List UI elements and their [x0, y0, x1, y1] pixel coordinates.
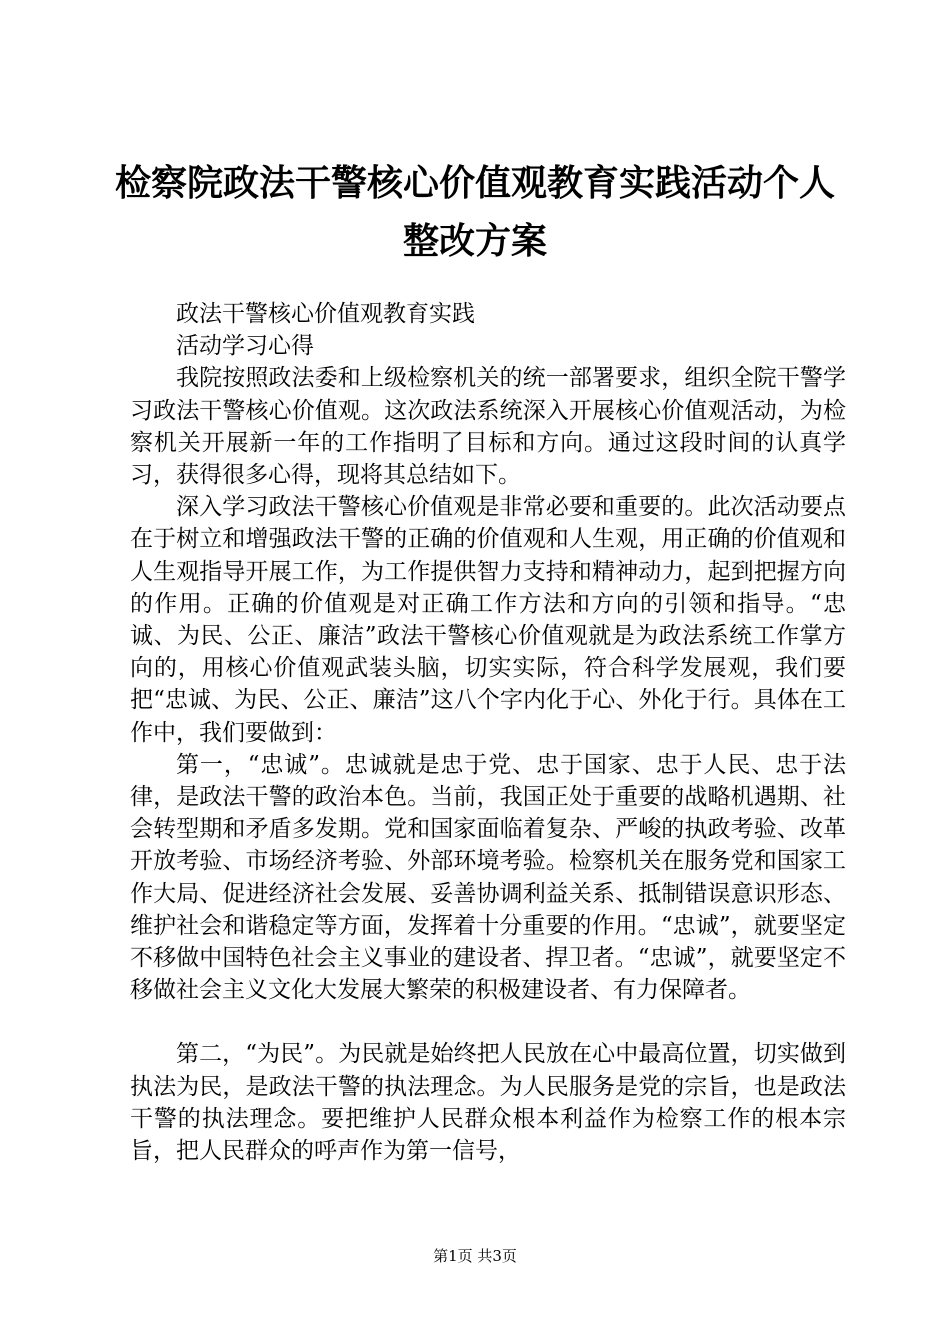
- paragraph-intro: 我院按照政法委和上级检察机关的统一部署要求，组织全院干警学习政法干警核心价值观。这次政法系统深入开展核心价值观活动，为检察机关开展新一年的工作指明了目标和方向。通过这段时间的认真学习，获得很多心得，现将其总结如下。: [130, 365, 846, 489]
- document-title-line-2: 整改方案: [402, 221, 547, 262]
- paragraph-for-people: 第二，“为民”。为民就是始终把人民放在心中最高位置，切实做到执法为民，是政法干警的执法理念。为人民服务是党的宗旨，也是政法干警的执法理念。要把维护人民群众根本利益作为检察工作的根本宗旨，把人民群众的呼声作为第一信号，: [130, 1041, 846, 1165]
- subtitle-line-1: 政法干警核心价值观教育实践: [176, 301, 475, 327]
- paragraph-importance: 深入学习政法干警核心价值观是非常必要和重要的。此次活动要点在于树立和增强政法干警的正确的价值观和人生观，用正确的价值观和人生观指导开展工作，为工作提供智力支持和精神动力，起到把握方向的作用。正确的价值观是对正确工作方法和方向的引领和指导。“忠诚、为民、公正、廉洁”政法干警核心价值观就是为政法系统工作掌方向的，用核心价值观武装头脑，切实实际，符合科学发展观，我们要把“忠诚、为民、公正、廉洁”这八个字内化于心、外化于行。具体在工作中，我们要做到：: [130, 494, 846, 746]
- page-footer: 第1页 共3页: [433, 1247, 517, 1265]
- document-title-line-1: 检察院政法干警核心价值观教育实践活动个人: [114, 163, 835, 204]
- document-body: [130, 298, 846, 1167]
- paragraph-loyalty: 第一，“忠诚”。忠诚就是忠于党、忠于国家、忠于人民、忠于法律，是政法干警的政治本色。当前，我国正处于重要的战略机遇期、社会转型期和矛盾多发期。党和国家面临着复杂、严峻的执政考验、改革开放考验、市场经济考验、外部环境考验。检察机关在服务党和国家工作大局、促进经济社会发展、妥善协调利益关系、抵制错误意识形态、维护社会和谐稳定等方面，发挥着十分重要的作用。“忠诚”，就要坚定不移做中国特色社会主义事业的建设者、捍卫者。“忠诚”，就要坚定不移做社会主义文化大发展大繁荣的积极建设者、有力保障者。: [130, 751, 846, 1004]
- subtitle-line-2: 活动学习心得: [176, 333, 314, 360]
- paragraph-gap: [130, 1006, 846, 1038]
